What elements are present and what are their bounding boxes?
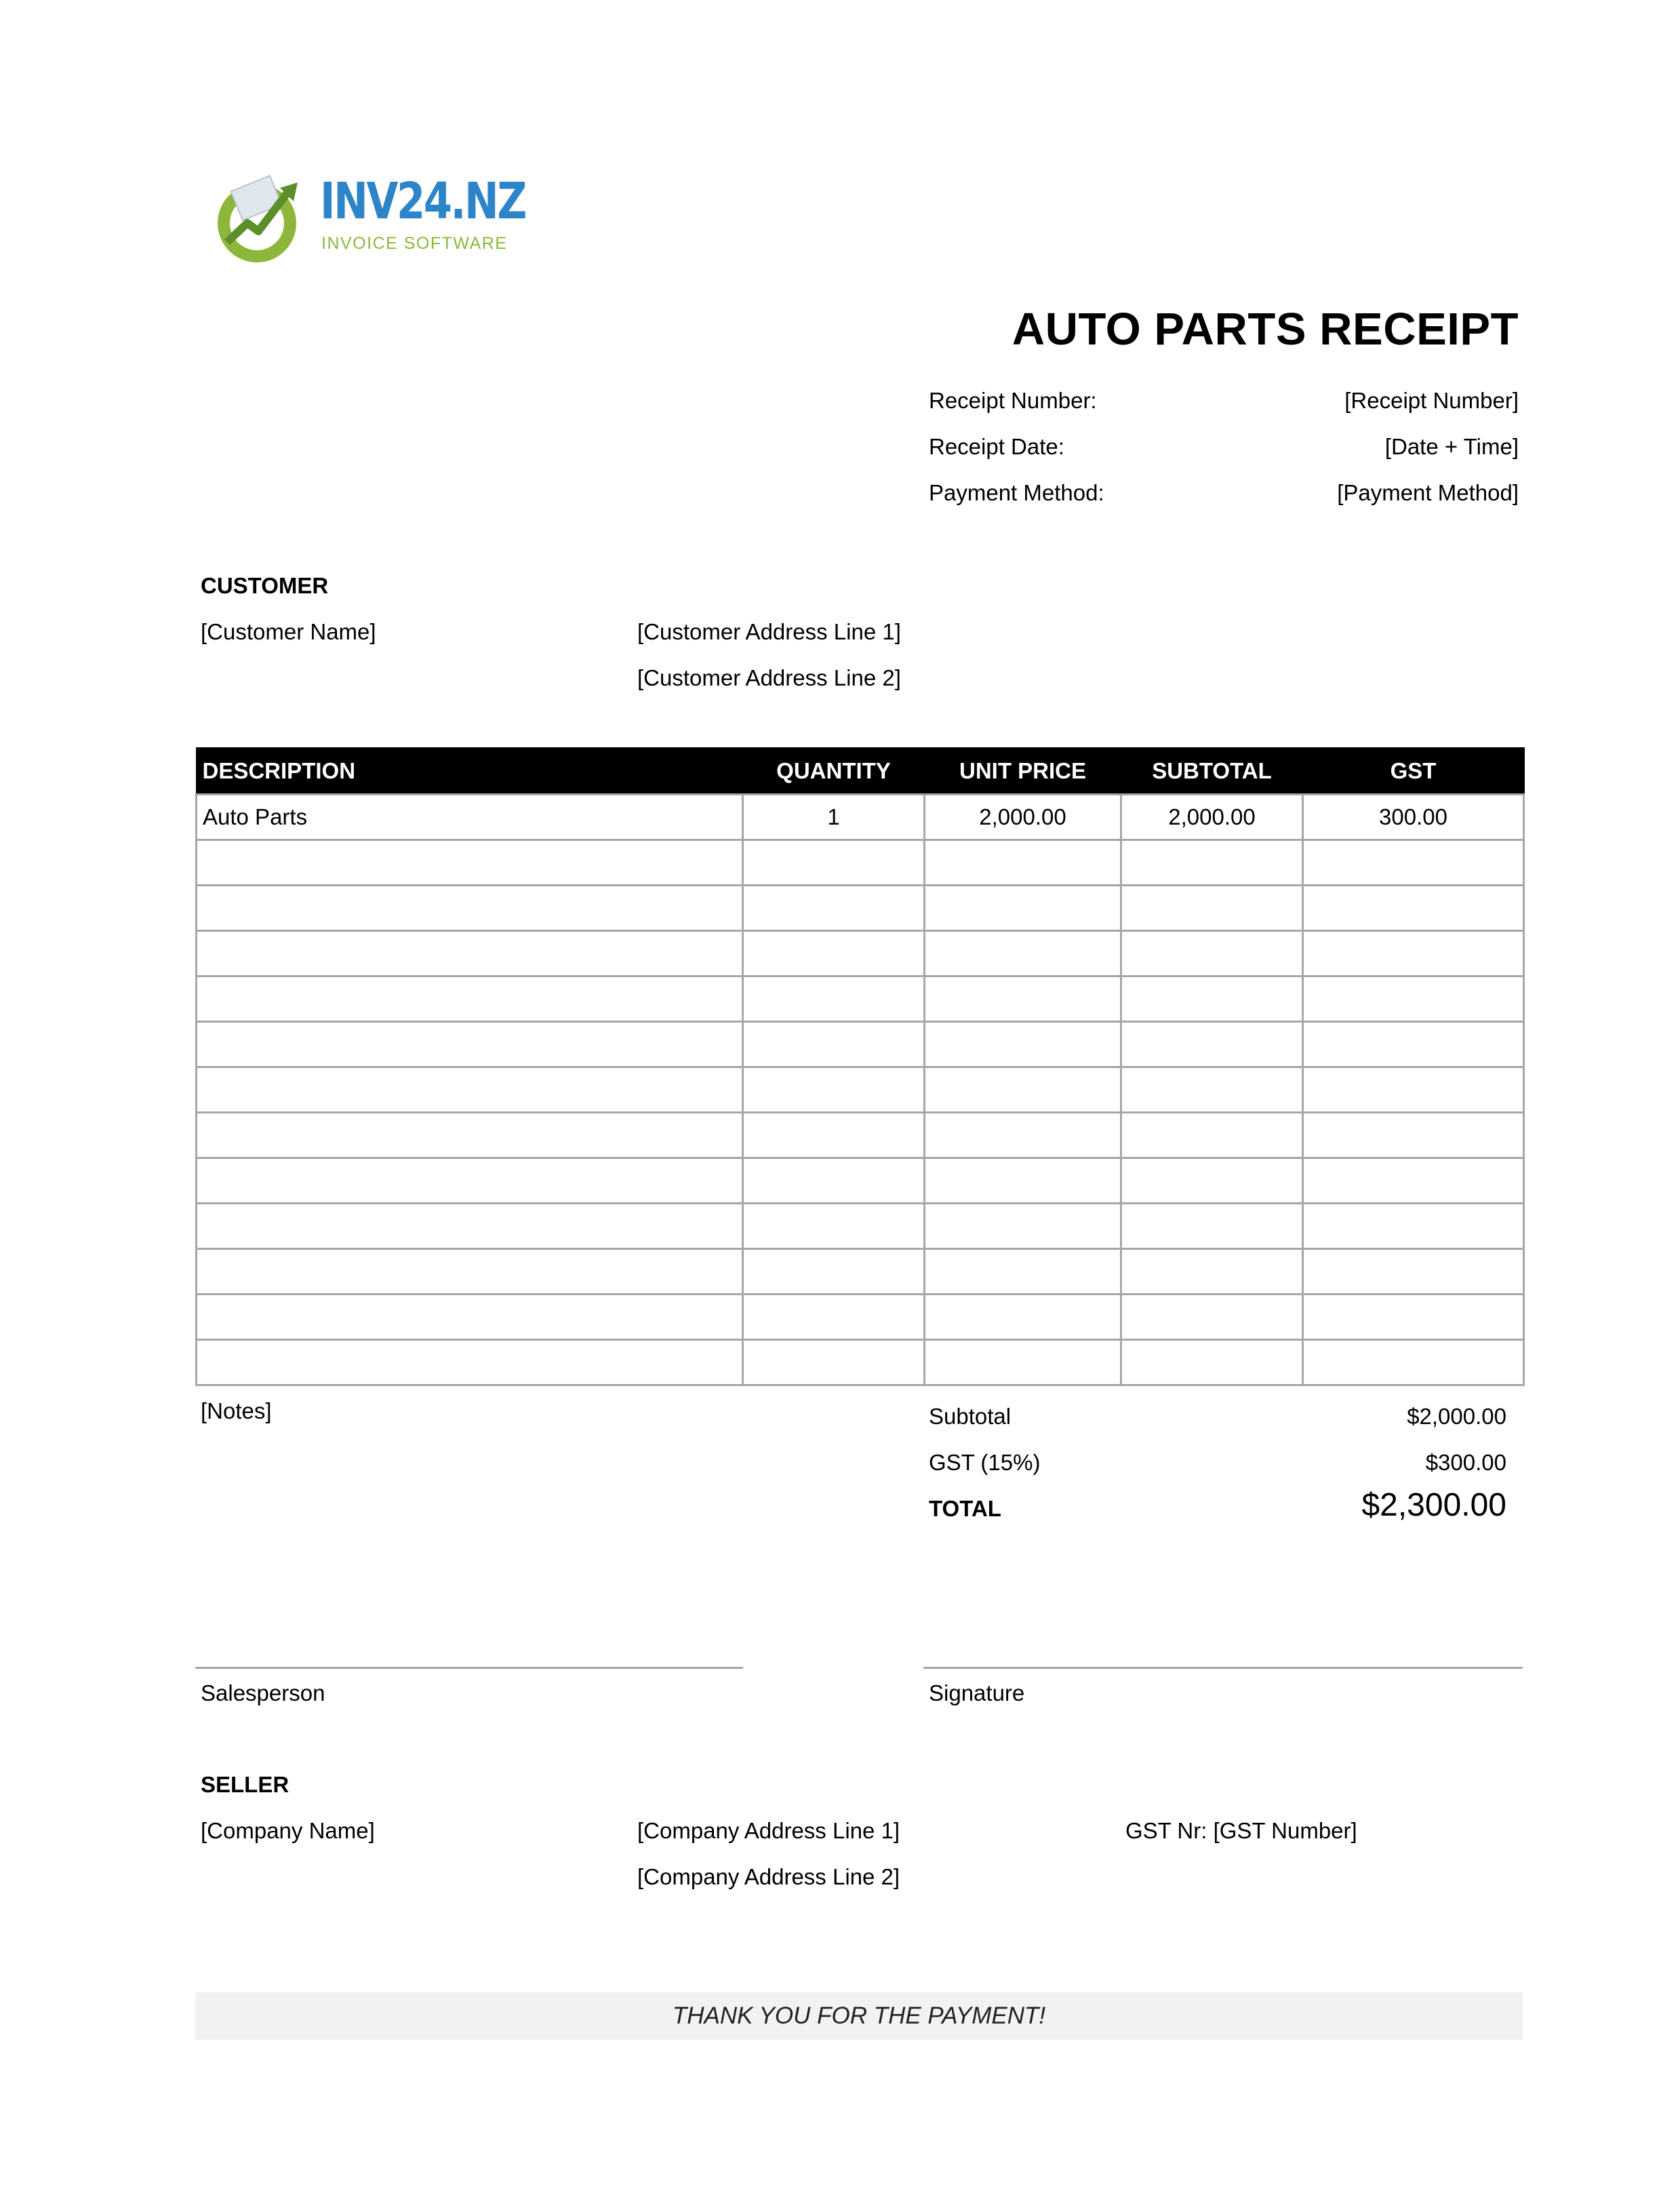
table-row bbox=[197, 976, 1524, 1022]
cell-unit-price bbox=[925, 1295, 1121, 1340]
cell-unit-price bbox=[925, 1249, 1121, 1295]
cell-subtotal bbox=[1121, 1340, 1303, 1385]
cell-gst bbox=[1303, 886, 1524, 931]
table-row bbox=[197, 886, 1524, 931]
salesperson-signature-line bbox=[195, 1667, 743, 1669]
cell-description bbox=[197, 1204, 743, 1249]
col-header-unit-price: UNIT PRICE bbox=[925, 748, 1121, 795]
seller-company-name: [Company Name] bbox=[201, 1818, 375, 1843]
seller-address-line-2: [Company Address Line 2] bbox=[637, 1864, 900, 1889]
cell-quantity bbox=[743, 1067, 925, 1113]
cell-description bbox=[197, 1295, 743, 1340]
signature-label: Signature bbox=[929, 1680, 1025, 1705]
cell-subtotal bbox=[1121, 931, 1303, 976]
cell-unit-price: 2,000.00 bbox=[925, 795, 1121, 840]
notes: [Notes] bbox=[201, 1398, 272, 1423]
cell-subtotal bbox=[1121, 1249, 1303, 1295]
cell-quantity bbox=[743, 840, 925, 886]
company-logo bbox=[212, 171, 525, 266]
cell-subtotal bbox=[1121, 976, 1303, 1022]
cell-unit-price bbox=[925, 1022, 1121, 1067]
cell-quantity bbox=[743, 1158, 925, 1204]
receipt-number-value: [Receipt Number] bbox=[1344, 388, 1519, 413]
cell-gst bbox=[1303, 1295, 1524, 1340]
cell-unit-price bbox=[925, 840, 1121, 886]
cell-subtotal bbox=[1121, 1113, 1303, 1158]
cell-unit-price bbox=[925, 976, 1121, 1022]
cell-quantity bbox=[743, 1340, 925, 1385]
signature-line bbox=[923, 1667, 1523, 1669]
seller-heading: SELLER bbox=[201, 1772, 289, 1797]
cell-description bbox=[197, 840, 743, 886]
cell-subtotal bbox=[1121, 840, 1303, 886]
subtotal-value: $2,000.00 bbox=[1407, 1404, 1506, 1429]
cell-subtotal bbox=[1121, 1295, 1303, 1340]
table-row bbox=[197, 840, 1524, 886]
table-row bbox=[197, 1249, 1524, 1295]
cell-subtotal bbox=[1121, 1067, 1303, 1113]
cell-gst bbox=[1303, 1340, 1524, 1385]
cell-description bbox=[197, 1158, 743, 1204]
cell-quantity bbox=[743, 1022, 925, 1067]
cell-unit-price bbox=[925, 1204, 1121, 1249]
cell-quantity: 1 bbox=[743, 795, 925, 840]
cell-description: Auto Parts bbox=[197, 795, 743, 840]
payment-method-label: Payment Method: bbox=[929, 480, 1104, 505]
cell-gst bbox=[1303, 1249, 1524, 1295]
cell-gst bbox=[1303, 1158, 1524, 1204]
customer-heading: CUSTOMER bbox=[201, 573, 329, 598]
receipt-number-label: Receipt Number: bbox=[929, 388, 1097, 413]
table-row bbox=[197, 1158, 1524, 1204]
customer-address-line-2: [Customer Address Line 2] bbox=[637, 665, 901, 690]
table-row bbox=[197, 1113, 1524, 1158]
receipt-date-value: [Date + Time] bbox=[1384, 434, 1519, 459]
cell-quantity bbox=[743, 1295, 925, 1340]
total-label: TOTAL bbox=[929, 1496, 1001, 1521]
total-value: $2,300.00 bbox=[1361, 1487, 1506, 1523]
cell-gst bbox=[1303, 1113, 1524, 1158]
cell-gst bbox=[1303, 931, 1524, 976]
cell-description bbox=[197, 1340, 743, 1385]
cell-subtotal bbox=[1121, 1204, 1303, 1249]
table-row bbox=[197, 1295, 1524, 1340]
cell-unit-price bbox=[925, 1340, 1121, 1385]
cell-quantity bbox=[743, 976, 925, 1022]
cell-quantity bbox=[743, 1113, 925, 1158]
cell-gst: 300.00 bbox=[1303, 795, 1524, 840]
cell-description bbox=[197, 1022, 743, 1067]
cell-gst bbox=[1303, 1067, 1524, 1113]
payment-method-value: [Payment Method] bbox=[1337, 480, 1519, 505]
cell-unit-price bbox=[925, 886, 1121, 931]
col-header-gst: GST bbox=[1303, 748, 1524, 795]
table-row bbox=[197, 1067, 1524, 1113]
cell-unit-price bbox=[925, 1158, 1121, 1204]
cell-unit-price bbox=[925, 931, 1121, 976]
seller-gst-number: GST Nr: [GST Number] bbox=[1125, 1818, 1357, 1843]
customer-address-line-1: [Customer Address Line 1] bbox=[637, 619, 901, 644]
cell-description bbox=[197, 886, 743, 931]
logo-tagline: INVOICE SOFTWARE bbox=[321, 234, 508, 253]
seller-address-line-1: [Company Address Line 1] bbox=[637, 1818, 900, 1843]
thank-you-banner: THANK YOU FOR THE PAYMENT! bbox=[195, 1992, 1523, 2040]
line-items-table bbox=[195, 747, 1525, 1386]
cell-quantity bbox=[743, 1249, 925, 1295]
table-row bbox=[197, 1204, 1524, 1249]
col-header-subtotal: SUBTOTAL bbox=[1121, 748, 1303, 795]
gst-value: $300.00 bbox=[1425, 1450, 1506, 1475]
gst-label: GST (15%) bbox=[929, 1450, 1041, 1475]
logo-chart-icon bbox=[215, 174, 303, 262]
cell-description bbox=[197, 1249, 743, 1295]
cell-description bbox=[197, 1067, 743, 1113]
col-header-description: DESCRIPTION bbox=[197, 748, 743, 795]
salesperson-label: Salesperson bbox=[201, 1680, 325, 1705]
logo-name: INV24.NZ bbox=[320, 172, 525, 231]
document-title: AUTO PARTS RECEIPT bbox=[1012, 304, 1519, 355]
col-header-quantity: QUANTITY bbox=[743, 748, 925, 795]
table-row bbox=[197, 795, 1524, 840]
customer-name: [Customer Name] bbox=[201, 619, 376, 644]
table-row bbox=[197, 931, 1524, 976]
cell-subtotal bbox=[1121, 1158, 1303, 1204]
receipt-date-label: Receipt Date: bbox=[929, 434, 1064, 459]
table-header-row bbox=[197, 748, 1524, 795]
cell-description bbox=[197, 931, 743, 976]
cell-description bbox=[197, 976, 743, 1022]
table-row bbox=[197, 1340, 1524, 1385]
cell-subtotal: 2,000.00 bbox=[1121, 795, 1303, 840]
cell-unit-price bbox=[925, 1113, 1121, 1158]
cell-unit-price bbox=[925, 1067, 1121, 1113]
cell-quantity bbox=[743, 886, 925, 931]
subtotal-label: Subtotal bbox=[929, 1404, 1012, 1429]
cell-gst bbox=[1303, 1204, 1524, 1249]
cell-gst bbox=[1303, 840, 1524, 886]
cell-quantity bbox=[743, 1204, 925, 1249]
cell-subtotal bbox=[1121, 886, 1303, 931]
cell-subtotal bbox=[1121, 1022, 1303, 1067]
cell-description bbox=[197, 1113, 743, 1158]
cell-gst bbox=[1303, 1022, 1524, 1067]
cell-gst bbox=[1303, 976, 1524, 1022]
table-row bbox=[197, 1022, 1524, 1067]
cell-quantity bbox=[743, 931, 925, 976]
